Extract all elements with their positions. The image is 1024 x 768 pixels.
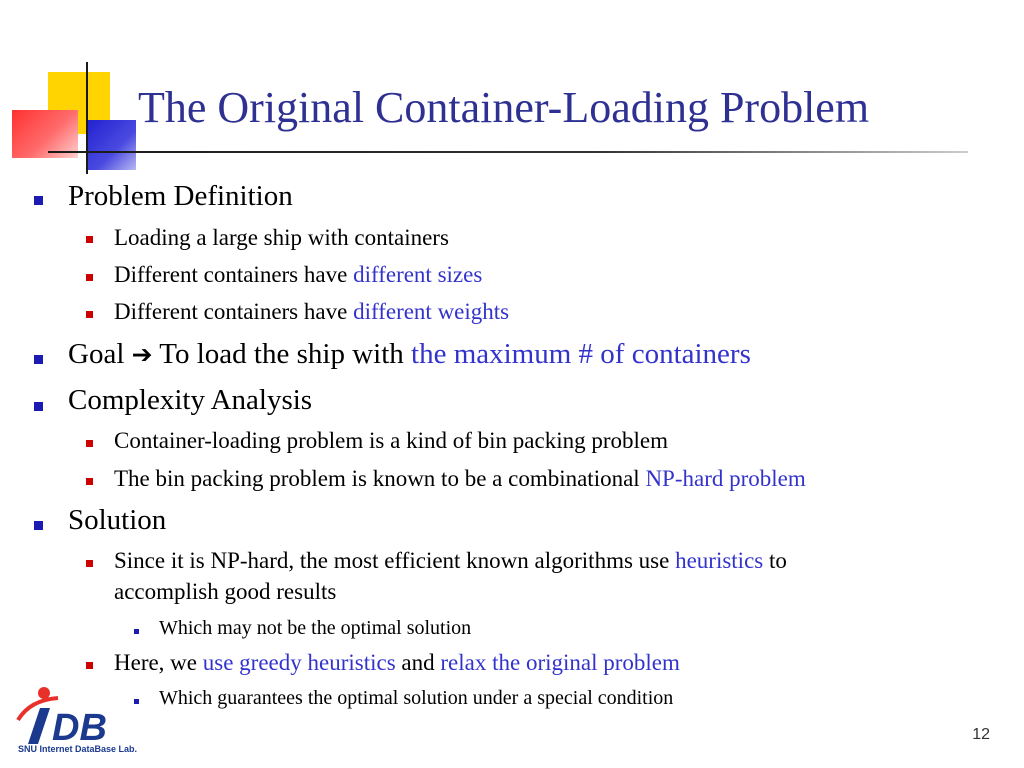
bullet-loading-ship: Loading a large ship with containers — [114, 225, 449, 250]
bullet-complexity-analysis: Complexity Analysis — [68, 384, 313, 416]
text-segment: Since it is NP-hard, the most efficient known algorithms use — [114, 548, 676, 573]
highlight-text: NP-hard problem — [645, 466, 806, 491]
bullet-square-icon — [34, 521, 43, 530]
highlight-text: the maximum # of containers — [411, 338, 751, 370]
bullet-solution-1-continued: accomplish good results — [114, 579, 337, 604]
bullet-square-icon — [86, 478, 93, 485]
bullet-different-sizes — [114, 262, 482, 288]
bullet-problem-definition: Problem Definition — [68, 180, 293, 212]
bullet-complexity-1: Container-loading problem is a kind of bin packing problem — [114, 428, 668, 453]
highlight-text: different sizes — [353, 262, 483, 287]
text-segment: Different containers have — [114, 299, 354, 324]
text-segment: Here, we — [114, 650, 203, 675]
highlight-text: relax the original problem — [440, 650, 680, 675]
bullet-square-icon — [86, 236, 93, 243]
bullet-square-icon — [134, 629, 139, 634]
bullet-solution-1 — [114, 548, 787, 574]
svg-text:DB: DB — [52, 707, 107, 749]
decor-blue-square — [86, 120, 136, 170]
bullet-square-icon — [34, 355, 43, 364]
page-title: The Original Container-Loading Problem — [138, 83, 870, 132]
bullet-square-icon — [86, 440, 93, 447]
text-segment: to — [763, 548, 787, 573]
bullet-square-icon — [86, 311, 93, 318]
highlight-text: different weights — [353, 299, 510, 324]
bullet-solution-1-sub: Which may not be the optimal solution — [159, 617, 472, 639]
bullet-complexity-2 — [114, 466, 806, 492]
highlight-text: heuristics — [675, 548, 764, 573]
title-underline — [48, 151, 968, 153]
bullet-square-icon — [34, 402, 43, 411]
bullet-goal — [68, 338, 751, 371]
bullet-solution-2 — [114, 650, 680, 676]
arrow-right-icon: ➔ — [131, 340, 153, 369]
text-segment: Different containers have — [114, 262, 354, 287]
logo-caption: SNU Internet DataBase Lab. — [18, 744, 138, 754]
bullet-square-icon — [34, 196, 43, 205]
bullet-square-icon — [86, 662, 93, 669]
bullet-square-icon — [86, 560, 93, 567]
highlight-text: use greedy heuristics — [202, 650, 396, 675]
bullet-different-weights — [114, 299, 509, 325]
bullet-square-icon — [86, 274, 93, 281]
text-segment: The bin packing problem is known to be a combinational — [114, 466, 646, 491]
page-number: 12 — [972, 726, 990, 743]
text-segment: and — [395, 650, 441, 675]
bullet-solution-2-sub: Which guarantees the optimal solution under a special condition — [159, 687, 674, 709]
decor-vertical-line — [86, 62, 88, 174]
text-segment: Goal — [68, 338, 132, 370]
text-segment: To load the ship with — [152, 338, 412, 370]
bullet-solution: Solution — [68, 504, 167, 536]
